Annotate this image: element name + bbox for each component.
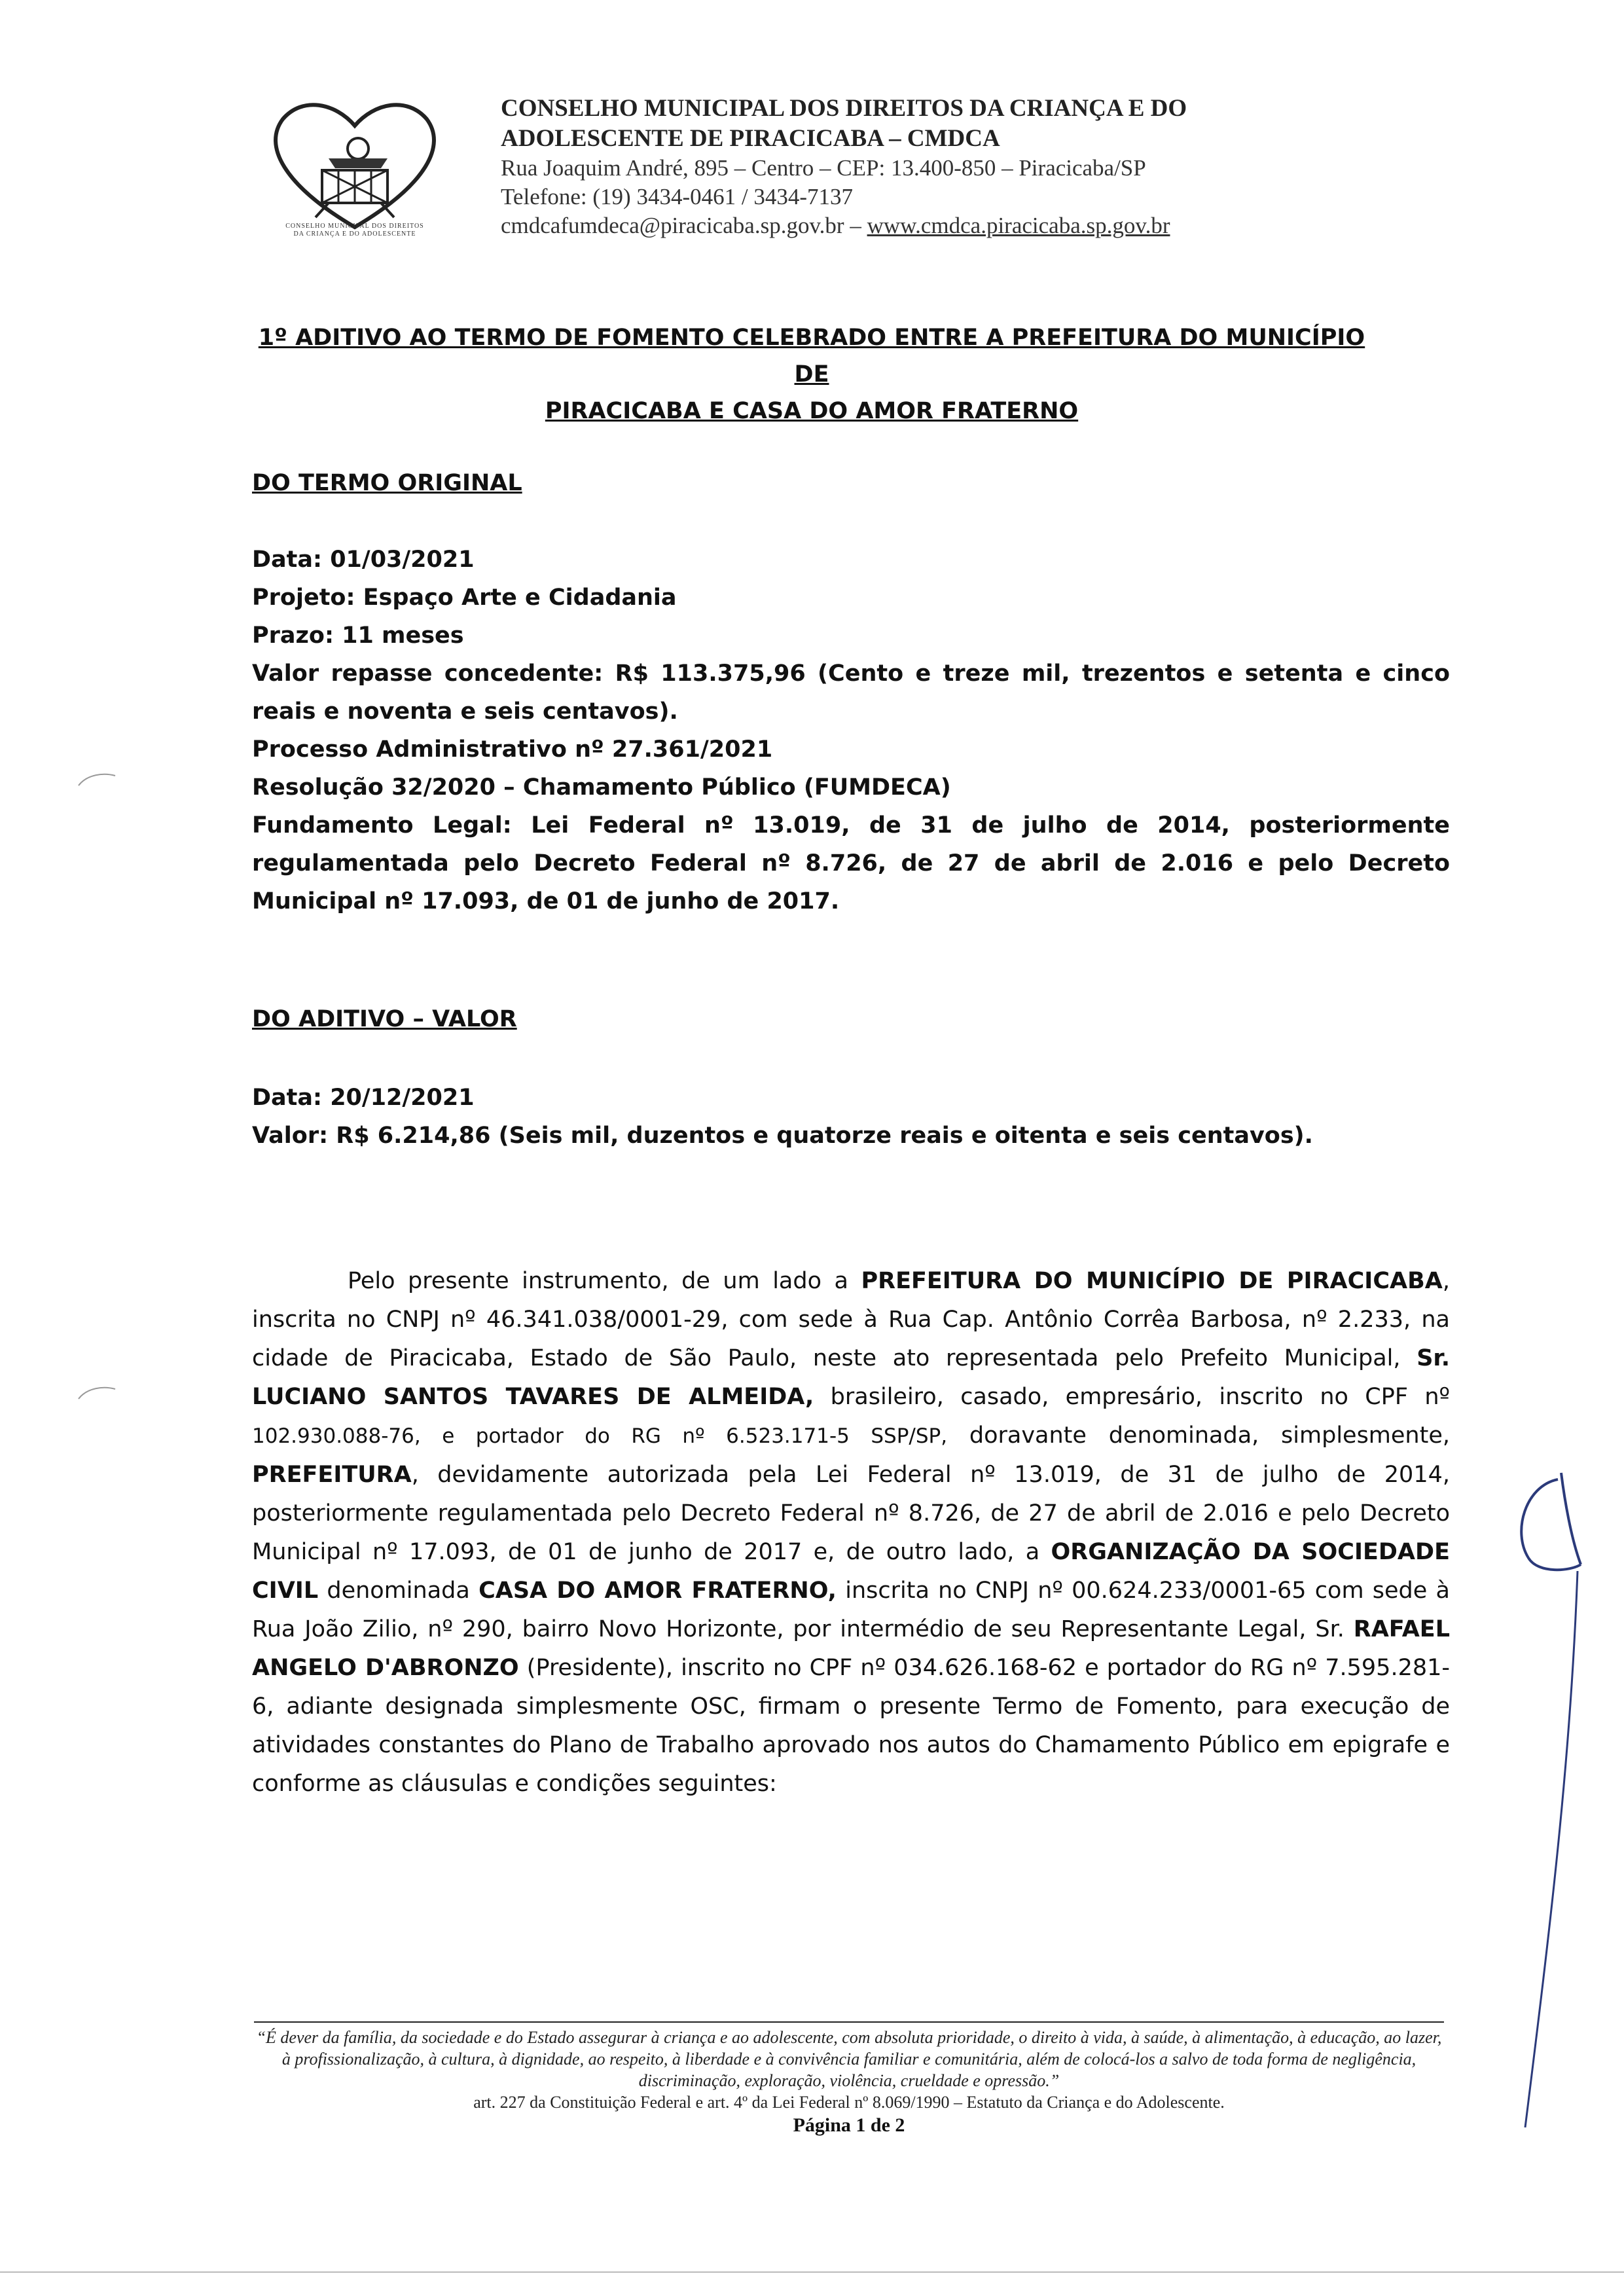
body-bold-prefeito: Sr. LUCIANO SANTOS TAVARES DE ALMEIDA, (252, 1345, 1450, 1410)
original-project: Projeto: Espaço Arte e Cidadania (252, 585, 677, 611)
original-process-number: Processo Administrativo nº 27.361/2021 (252, 736, 773, 763)
original-resolution: Resolução 32/2020 – Chamamento Público (FUMDECA) (252, 774, 951, 801)
document-title (252, 319, 1371, 429)
org-address: Rua Joaquim André, 895 – Centro – CEP: 13.400-850 – Piracicaba/SP (501, 155, 1146, 181)
org-contact (501, 211, 1483, 240)
body-text-1: Pelo presente instrumento, de um lado a (348, 1268, 861, 1294)
footer-quote: “É dever da família, da sociedade e do Estado assegurar à criança e ao adolescente, com absoluta prioridade, o direito à vida, à saúde, à alimentação, à educação, ao lazer, à profissionalização, à cultura, à dignidade, ao respeito, à liberdade e à convivência familiar e comunitária, além de colocá-los a salvo de toda forma de negligência, discriminação, exploração, violência, crueldade e opressão.” (256, 2028, 1442, 2090)
original-date: Data: 01/03/2021 (252, 547, 475, 573)
footer-reference: art. 227 da Constituição Federal e art. 4º da Lei Federal nº 8.069/1990 – Estatuto da Criança e do Adolescente. (473, 2093, 1225, 2112)
scan-edge-line (0, 2271, 1624, 2273)
org-website-link[interactable]: www.cmdca.piracicaba.sp.gov.br (867, 213, 1170, 238)
body-text-6: denominada (318, 1578, 479, 1604)
amendment-date: Data: 20/12/2021 (252, 1085, 475, 1111)
body-text-8: (Presidente), inscrito no CPF nº 034.626.168-62 e portador do RG nº 7.595.281-6, adiante designada simplesmente OSC, firmam o presente Termo de Fomento, para execução de atividades constantes do Plano de Trabalho aprovado nos autos do Chamamento Público em epigrafe e conforme as cláusulas e condições seguintes: (252, 1655, 1451, 1797)
body-bold-prefeitura-short: PREFEITURA (252, 1462, 412, 1488)
body-text-5: , devidamente autorizada pela Lei Federal nº 13.019, de 31 de julho de 2014, posteriormente regulamentada pelo Decreto Federal nº 8.726, de 27 de abril de 2.016 e pelo Decreto Municipal nº 17.093, de 01 de junho de 2017 e, de outro lado, a (252, 1462, 1450, 1565)
original-term-fields (252, 541, 1450, 920)
original-term-heading: DO TERMO ORIGINAL (252, 470, 522, 496)
contact-separator: – (844, 213, 867, 238)
amendment-heading: DO ADITIVO – VALOR (252, 1006, 517, 1032)
amendment-value: Valor: R$ 6.214,86 (Seis mil, duzentos e quatorze reais e oitenta e seis centavos). (252, 1123, 1313, 1149)
body-bold-prefeitura: PREFEITURA DO MUNICÍPIO DE PIRACICABA (861, 1268, 1443, 1294)
page-number: Página 1 de 2 (793, 2114, 905, 2136)
amendment-fields (252, 1079, 1450, 1155)
document-title-line2: PIRACICABA E CASA DO AMOR FRATERNO (545, 398, 1079, 424)
original-transfer-value: Valor repasse concedente: R$ 113.375,96 (Cento e treze mil, trezentos e setenta e cinco reais e noventa e seis centavos). (252, 660, 1450, 725)
original-legal-basis: Fundamento Legal: Lei Federal nº 13.019, de 31 de julho de 2014, posteriormente regulamentada pelo Decreto Federal nº 8.726, de 27 de abril de 2.016 e pelo Decreto Municipal nº 17.093, de 01 de junho de 2017. (252, 812, 1450, 914)
org-phone: Telefone: (19) 3434-0461 / 3434-7137 (501, 184, 853, 209)
logo-caption-line1: CONSELHO MUNICIPAL DOS DIREITOS (285, 223, 424, 230)
body-small-cpf-rg: 102.930.088-76, e portador do RG nº 6.523.171-5 SSP/SP, (252, 1424, 948, 1448)
footer-divider (254, 2021, 1444, 2023)
scan-mark-1 (77, 769, 117, 789)
document-title-line1: 1º ADITIVO AO TERMO DE FOMENTO CELEBRADO ENTRE A PREFEITURA DO MUNICÍPIO DE (258, 325, 1365, 388)
body-text-4: doravante denominada, simplesmente, (947, 1422, 1451, 1449)
letterhead (501, 94, 1483, 240)
logo-caption (244, 223, 466, 238)
org-name-line2: ADOLESCENTE DE PIRACICABA – CMDCA (501, 125, 1000, 152)
cmdca-logo (244, 86, 466, 244)
body-text-2: , inscrita no CNPJ nº 46.341.038/0001-29, com sede à Rua Cap. Antônio Corrêa Barbosa, nº 2.233, na cidade de Piracicaba, Estado de São Paulo, neste ato representada pelo Prefeito Municipal, (252, 1268, 1450, 1371)
scan-mark-2 (77, 1382, 117, 1402)
body-bold-representative: RAFAEL ANGELO D'ABRONZO (252, 1616, 1450, 1681)
body-text-7: inscrita no CNPJ nº 00.624.233/0001-65 com sede à Rua João Zilio, nº 290, bairro Novo Horizonte, por intermédio de seu Representante Legal, Sr. (252, 1578, 1450, 1642)
original-term-duration: Prazo: 11 meses (252, 623, 464, 649)
body-bold-casa: CASA DO AMOR FRATERNO, (478, 1578, 837, 1604)
logo-caption-line2: DA CRIANÇA E DO ADOLESCENTE (293, 230, 416, 238)
org-name-line1: CONSELHO MUNICIPAL DOS DIREITOS DA CRIANÇA E DO (501, 95, 1187, 122)
body-text-3: brasileiro, casado, empresário, inscrito no CPF nº (814, 1384, 1450, 1410)
handwritten-rubric (1499, 1460, 1597, 2134)
body-paragraph (252, 1262, 1450, 1803)
org-email: cmdcafumdeca@piracicaba.sp.gov.br (501, 213, 844, 238)
body-bold-osc: ORGANIZAÇÃO DA SOCIEDADE CIVIL (252, 1539, 1450, 1604)
